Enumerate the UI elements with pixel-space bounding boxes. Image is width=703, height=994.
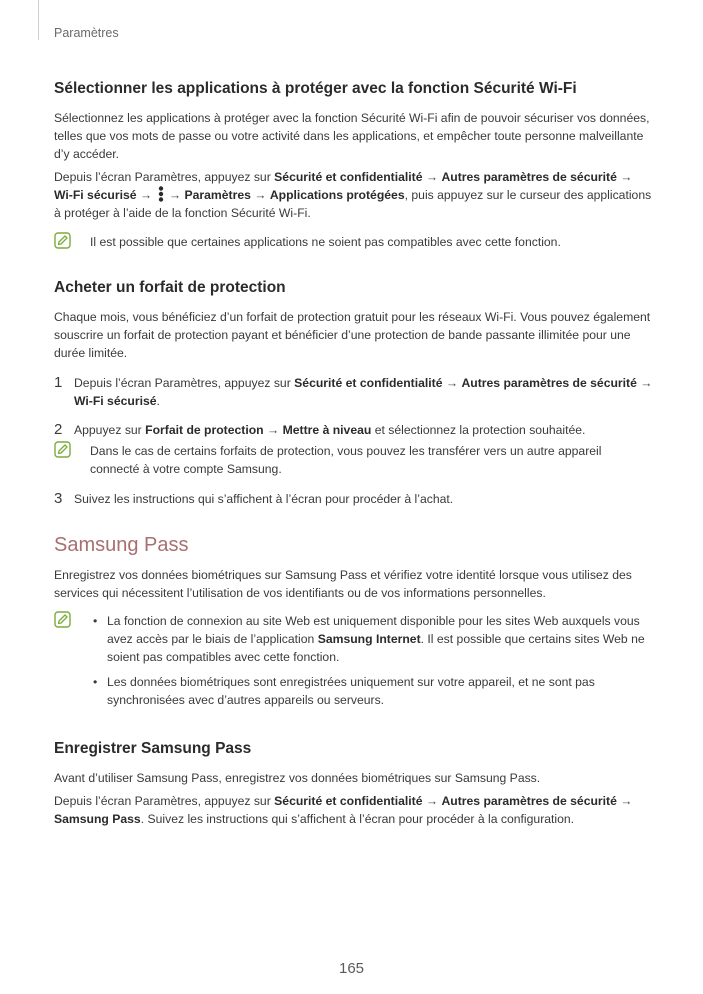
app-name: Samsung Internet [317, 632, 421, 646]
note-bullets [90, 612, 654, 709]
menu-path-item: Sécurité et confidentialité [274, 170, 423, 184]
step-number: 2 [54, 421, 63, 438]
text: . [156, 394, 160, 408]
paragraph: Avant d’utiliser Samsung Pass, enregistrez vos données biométriques sur Samsung Pass. [54, 771, 541, 785]
arrow: → [442, 376, 462, 390]
menu-path-item: Autres paramètres de sécurité [441, 794, 617, 808]
arrow: → [422, 794, 442, 808]
text: . Suivez les instructions qui s’affichent à l’écran pour procéder à la configuration. [140, 812, 575, 826]
arrow: → [136, 188, 156, 202]
menu-path-item: Sécurité et confidentialité [294, 376, 443, 390]
heading-samsung-pass: Samsung Pass [54, 534, 189, 556]
text: Depuis l’écran Paramètres, appuyez sur [54, 794, 275, 808]
text: Depuis l’écran Paramètres, appuyez sur [74, 376, 295, 390]
page-content [54, 80, 654, 828]
note [54, 612, 654, 709]
paragraph: Enregistrez vos données biométriques sur Samsung Pass et vérifiez votre identité lorsque vous utilisez des services qui nécessitent l’utilisation de vos identifiants ou de vos informations personnelles. [54, 568, 632, 600]
paragraph: Chaque mois, vous bénéficiez d’un forfait de protection gratuit pour les réseaux Wi-Fi. Vous pouvez également souscrire un forfait de protection payant et bénéficier d’une protection de bande passante illimitée pour une durée limitée. [54, 310, 651, 360]
paragraph: Sélectionnez les applications à protéger avec la fonction Sécurité Wi-Fi afin de pouvoir sécuriser vos données, telles que vos mots de passe ou votre activité dans les applications, et empêcher toute personne malveillante d’y accéder. [54, 111, 650, 161]
bullet-item [90, 612, 654, 666]
menu-path-item: Wi-Fi sécurisé [74, 394, 157, 408]
heading-register-samsung-pass: Enregistrer Samsung Pass [54, 740, 252, 757]
paragraph-instructions [54, 792, 654, 828]
section-header: Paramètres [54, 26, 119, 40]
menu-path-item: Forfait de protection [145, 423, 264, 437]
note-text: Dans le cas de certains forfaits de protection, vous pouvez les transférer vers un autre appareil connecté à votre compte Samsung. [90, 444, 602, 476]
paragraph-instructions [54, 168, 654, 222]
bullet-item: • Les données biométriques sont enregistrées uniquement sur votre appareil, et ne sont pas synchronisées avec d’autres appareils ou serveurs. [90, 673, 654, 709]
heading-protection-plan: Acheter un forfait de protection [54, 279, 286, 296]
step-2 [54, 421, 654, 439]
page-number: 165 [338, 960, 365, 977]
header-divider [38, 0, 39, 40]
arrow: → [263, 423, 283, 437]
note-pencil-icon [54, 611, 71, 628]
step-1 [54, 374, 654, 410]
step-text: Suivez les instructions qui s’affichent à l’écran pour procéder à l’achat. [74, 492, 454, 506]
menu-path-item: Autres paramètres de sécurité [441, 170, 617, 184]
more-options-icon [158, 186, 164, 202]
step-3 [54, 490, 654, 508]
arrow: → [616, 794, 633, 808]
text: , puis appuyez sur le curseur des applications à protéger à l’aide de la fonction Sécurité Wi-Fi. [54, 188, 652, 220]
note [54, 233, 654, 251]
note-pencil-icon [54, 441, 71, 458]
text: . Il est possible que certains sites Web ne soient pas compatibles avec cette fonction. [107, 632, 645, 664]
menu-path-item: Applications protégées [269, 188, 405, 202]
note-pencil-icon [54, 232, 71, 249]
heading-wifi-apps: Sélectionner les applications à protéger avec la fonction Sécurité Wi-Fi [54, 80, 577, 97]
step-number: 1 [54, 374, 63, 391]
step-text [74, 374, 654, 410]
arrow: → [616, 170, 633, 184]
arrow: → [165, 188, 185, 202]
menu-path-item: Mettre à niveau [282, 423, 372, 437]
text: Appuyez sur [74, 423, 146, 437]
step-text [74, 421, 585, 439]
text: et sélectionnez la protection souhaitée. [371, 423, 586, 437]
text: Depuis l’écran Paramètres, appuyez sur [54, 170, 275, 184]
arrow: → [636, 376, 653, 390]
arrow: → [422, 170, 442, 184]
menu-path-item: Autres paramètres de sécurité [461, 376, 637, 390]
note [54, 442, 654, 478]
menu-path-item: Sécurité et confidentialité [274, 794, 423, 808]
menu-path-item: Samsung Pass [54, 812, 141, 826]
note-text: Il est possible que certaines applications ne soient pas compatibles avec cette fonction. [90, 235, 561, 249]
menu-path-item: Wi-Fi sécurisé [54, 188, 137, 202]
step-number: 3 [54, 490, 63, 507]
arrow: → [250, 188, 270, 202]
text: La fonction de connexion au site Web est uniquement disponible pour les sites Web auxquels vous avez accès par le biais de l’application [107, 614, 640, 646]
menu-path-item: Paramètres [184, 188, 251, 202]
